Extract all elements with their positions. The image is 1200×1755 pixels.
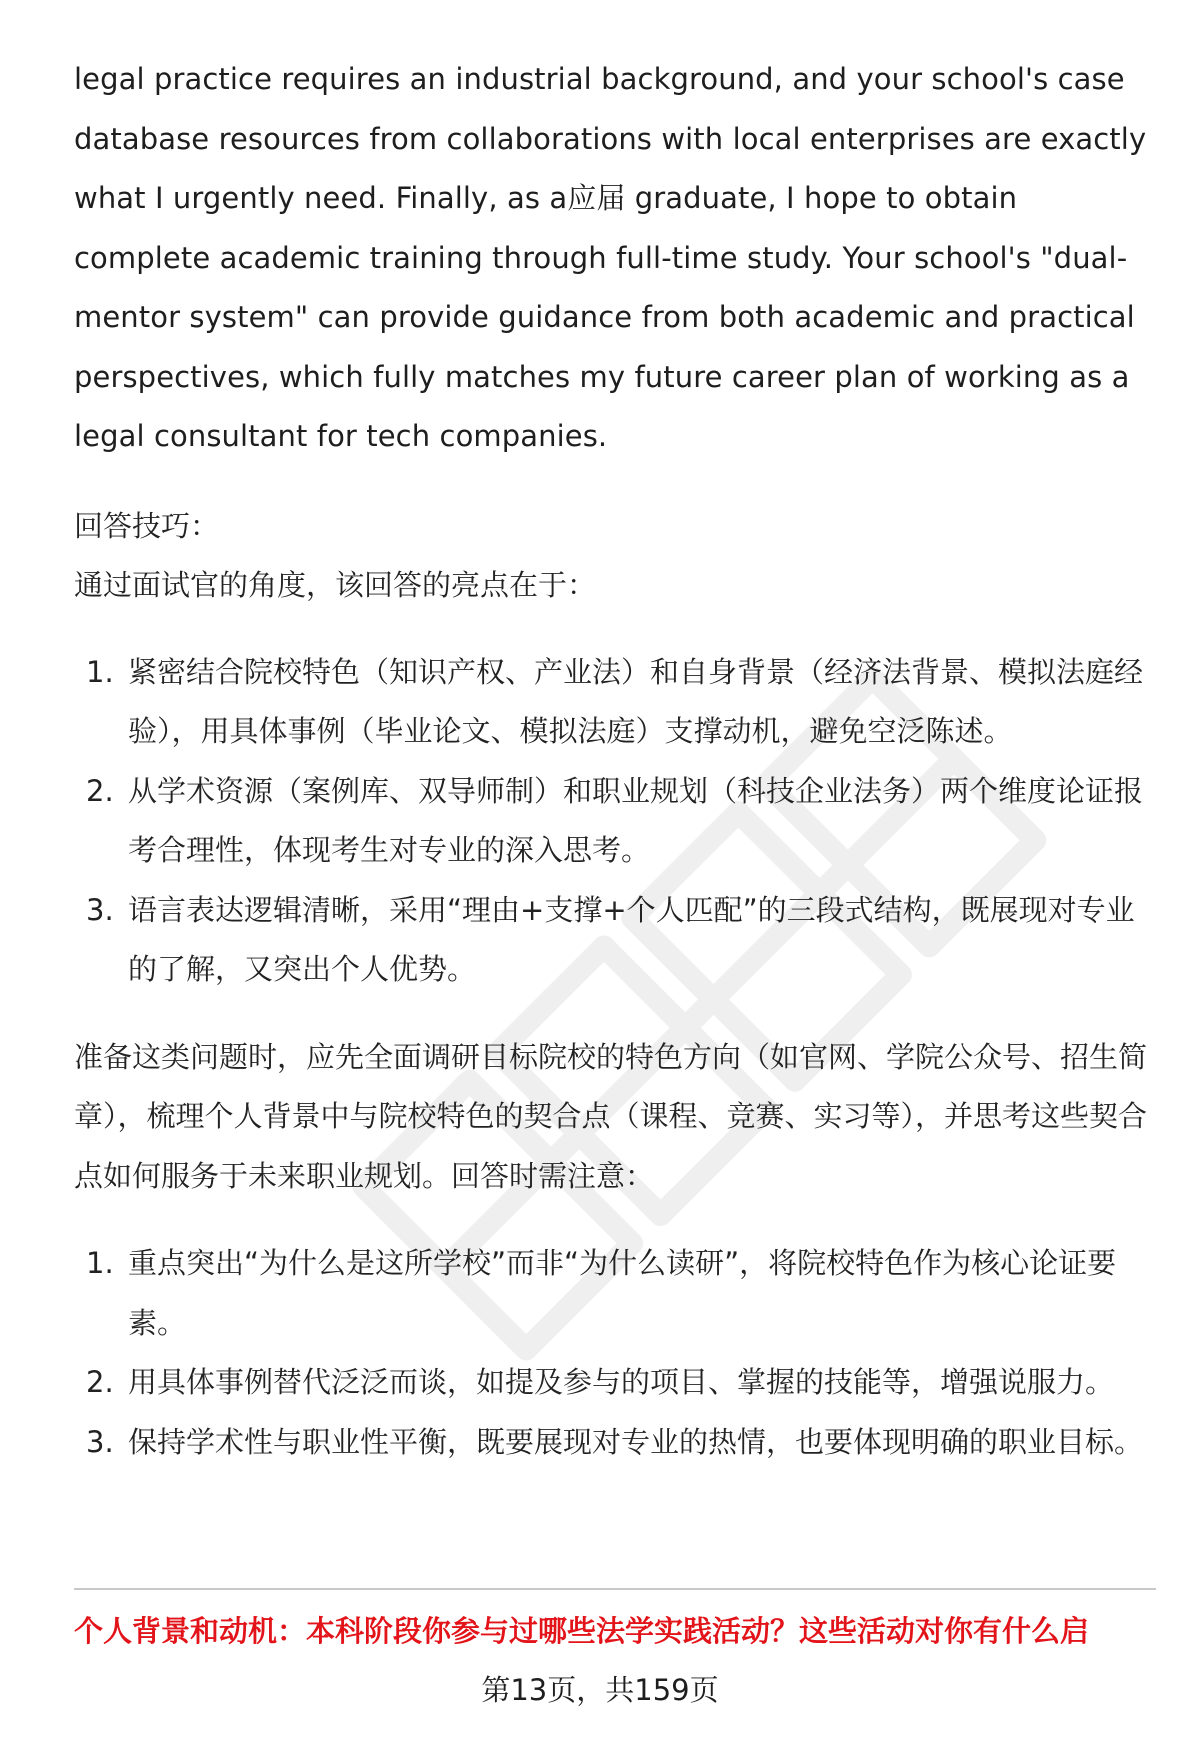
prep-paragraph: 准备这类问题时，应先全面调研目标院校的特色方向（如官网、学院公众号、招生简章），梳理个人背景中与院校特色的契合点（课程、竞赛、实习等），并思考这些契合点如何服务于未来职业规划。回答时需注意： [74, 1039, 1148, 1193]
list-item [74, 1413, 1154, 1473]
list-item-text: 紧密结合院校特色（知识产权、产业法）和自身背景（经济法背景、模拟法庭经验），用具体事例（毕业论文、模拟法庭）支撑动机，避免空泛陈述。 [128, 654, 1144, 748]
section-divider [74, 1588, 1156, 1590]
list-item [74, 881, 1154, 1000]
list-item [74, 643, 1154, 762]
list-item-text: 语言表达逻辑清晰，采用“理由+支撑+个人匹配”的三段式结构，既展现对专业的了解，又突出个人优势。 [128, 892, 1135, 986]
list-item-number: 2. [86, 773, 114, 808]
next-question-heading: 个人背景和动机：本科阶段你参与过哪些法学实践活动？这些活动对你有什么启 [74, 1614, 1090, 1648]
tips-intro: 通过面试官的角度，该回答的亮点在于： [74, 567, 597, 602]
list-item [74, 1234, 1154, 1353]
list-item [74, 1353, 1154, 1413]
list-item-number: 3. [86, 892, 114, 927]
list-item-text: 从学术资源（案例库、双导师制）和职业规划（科技企业法务）两个维度论证报考合理性，体现考生对专业的深入思考。 [128, 773, 1144, 867]
list-item-text: 重点突出“为什么是这所学校”而非“为什么读研”，将院校特色作为核心论证要素。 [128, 1246, 1117, 1340]
prep-list [74, 1234, 1154, 1472]
answer-paragraph: legal practice requires an industrial background, and your school's case database resources from collaborations with local enterprises are exactly what I urgently need. Finally, as a应届 graduate, I hope to obtain complete academic training through full-time study. Your school's "dual-mentor system" can provide guidance from both academic and practical perspectives, which fully matches my future career plan of working as a legal consultant for tech companies. [74, 62, 1147, 453]
tips-heading: 回答技巧： [74, 508, 220, 543]
list-item-number: 1. [86, 1246, 114, 1280]
page-number: 第13页，共159页 [481, 1673, 719, 1707]
list-item-text: 保持学术性与职业性平衡，既要展现对专业的热情，也要体现明确的职业目标。 [128, 1424, 1144, 1459]
tips-list [74, 643, 1154, 1000]
list-item-text: 用具体事例替代泛泛而谈，如提及参与的项目、掌握的技能等，增强说服力。 [128, 1365, 1115, 1399]
main-content [74, 50, 1154, 1472]
list-item-number: 1. [86, 654, 114, 689]
list-item [74, 762, 1154, 881]
list-item-number: 2. [86, 1365, 114, 1399]
list-item-number: 3. [86, 1424, 114, 1459]
